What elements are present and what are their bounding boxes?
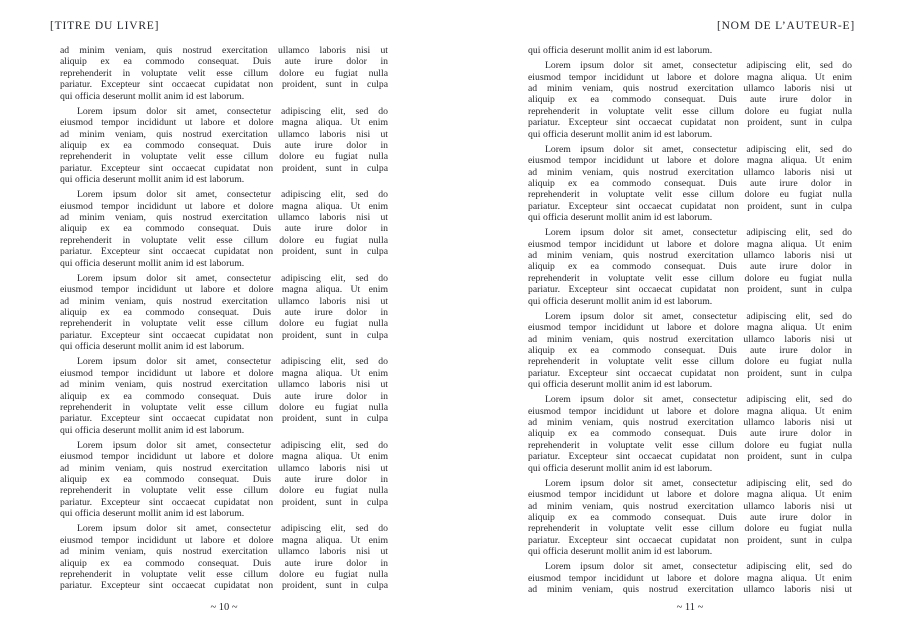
paragraph	[528, 60, 852, 140]
text-line: Lorem ipsum dolor sit amet, consectetur adipiscing elit, sed do	[545, 60, 852, 72]
text-line: ad minim veniam, quis nostrud exercitation ullamco laboris nisi ut	[60, 45, 388, 56]
text-line: Lorem ipsum dolor sit amet, consectetur adipiscing elit, sed do	[77, 189, 388, 201]
text-line: Lorem ipsum dolor sit amet, consectetur adipiscing elit, sed do	[545, 477, 852, 489]
text-line: Lorem ipsum dolor sit amet, consectetur adipiscing elit, sed do	[77, 523, 388, 535]
text-line: pariatur. Excepteur sint occaecat cupidatat non proident, sunt in culpa	[60, 580, 388, 592]
text-line: eiusmod tempor incididunt ut labore et dolore magna aliqua. Ut enim	[528, 71, 852, 83]
text-line: eiusmod tempor incididunt ut labore et dolore magna aliqua. Ut enim	[60, 367, 388, 379]
text-line: reprehenderit in voluptate velit esse cillum dolore eu fugiat nulla	[528, 189, 852, 201]
text-line: aliquip ex ea commodo consequat. Duis aute irure dolor in	[60, 56, 388, 68]
text-line: aliquip ex ea commodo consequat. Duis aute irure dolor in	[528, 261, 852, 273]
text-line: Lorem ipsum dolor sit amet, consectetur adipiscing elit, sed do	[77, 439, 388, 451]
text-line: ad minim veniam, quis nostrud exercitation ullamco laboris nisi ut	[528, 333, 852, 345]
text-line: Lorem ipsum dolor sit amet, consectetur adipiscing elit, sed do	[77, 356, 388, 368]
text-line: aliquip ex ea commodo consequat. Duis aute irure dolor in	[60, 139, 388, 151]
paragraph	[60, 45, 388, 102]
text-line: reprehenderit in voluptate velit esse cillum dolore eu fugiat nulla	[528, 105, 852, 117]
text-line: eiusmod tempor incididunt ut labore et dolore magna aliqua. Ut enim	[528, 155, 852, 167]
paragraph	[528, 311, 852, 391]
text-line: qui officia deserunt mollit anim id est laborum.	[528, 45, 713, 56]
text-line: qui officia deserunt mollit anim id est laborum.	[60, 424, 245, 436]
paragraph	[528, 394, 852, 474]
text-line: ad minim veniam, quis nostrud exercitation ullamco laboris nisi ut	[60, 128, 388, 140]
text-line: Lorem ipsum dolor sit amet, consectetur adipiscing elit, sed do	[77, 105, 388, 117]
page-body-right	[528, 45, 852, 596]
text-line: ad minim veniam, quis nostrud exercitation ullamco laboris nisi ut	[60, 546, 388, 558]
paragraph	[60, 106, 388, 186]
text-line: aliquip ex ea commodo consequat. Duis aute irure dolor in	[528, 428, 852, 440]
text-line: pariatur. Excepteur sint occaecat cupidatat non proident, sunt in culpa	[60, 79, 388, 91]
paragraph	[528, 561, 852, 595]
text-line: pariatur. Excepteur sint occaecat cupidatat non proident, sunt in culpa	[528, 367, 852, 379]
text-line: qui officia deserunt mollit anim id est laborum.	[528, 379, 713, 391]
text-line: eiusmod tempor incididunt ut labore et dolore magna aliqua. Ut enim	[60, 451, 388, 463]
text-line: aliquip ex ea commodo consequat. Duis aute irure dolor in	[60, 474, 388, 486]
page-number-left: ~ 10 ~	[210, 602, 238, 613]
paragraph	[60, 189, 388, 269]
text-line: reprehenderit in voluptate velit esse cillum dolore eu fugiat nulla	[528, 523, 852, 535]
text-line: ad minim veniam, quis nostrud exercitation ullamco laboris nisi ut	[528, 82, 852, 94]
text-line: pariatur. Excepteur sint occaecat cupidatat non proident, sunt in culpa	[60, 162, 388, 174]
page-body-left	[60, 45, 388, 592]
text-line: ad minim veniam, quis nostrud exercitation ullamco laboris nisi ut	[528, 166, 852, 178]
running-header-left-page: [TITRE DU LIVRE]	[50, 20, 160, 32]
paragraph	[528, 478, 852, 558]
text-line: pariatur. Excepteur sint occaecat cupidatat non proident, sunt in culpa	[528, 451, 852, 463]
paragraph	[528, 227, 852, 307]
text-line: pariatur. Excepteur sint occaecat cupidatat non proident, sunt in culpa	[60, 329, 388, 341]
text-line: reprehenderit in voluptate velit esse cillum dolore eu fugiat nulla	[528, 272, 852, 284]
text-line: qui officia deserunt mollit anim id est laborum.	[528, 212, 713, 224]
text-line: Lorem ipsum dolor sit amet, consectetur adipiscing elit, sed do	[545, 310, 852, 322]
text-line: ad minim veniam, quis nostrud exercitation ullamco laboris nisi ut	[528, 417, 852, 429]
text-line: reprehenderit in voluptate velit esse cillum dolore eu fugiat nulla	[60, 485, 388, 497]
text-line: Lorem ipsum dolor sit amet, consectetur adipiscing elit, sed do	[77, 272, 388, 284]
text-line: qui officia deserunt mollit anim id est laborum.	[528, 546, 713, 558]
text-line: reprehenderit in voluptate velit esse cillum dolore eu fugiat nulla	[60, 151, 388, 163]
text-line: ad minim veniam, quis nostrud exercitation ullamco laboris nisi ut	[528, 500, 852, 512]
text-line: reprehenderit in voluptate velit esse cillum dolore eu fugiat nulla	[528, 439, 852, 451]
text-line: ad minim veniam, quis nostrud exercitation ullamco laboris nisi ut	[60, 379, 388, 391]
text-line: qui officia deserunt mollit anim id est laborum.	[60, 174, 245, 186]
text-line: ad minim veniam, quis nostrud exercitation ullamco laboris nisi ut	[60, 212, 388, 224]
text-line: aliquip ex ea commodo consequat. Duis aute irure dolor in	[60, 390, 388, 402]
text-line: reprehenderit in voluptate velit esse cillum dolore eu fugiat nulla	[60, 568, 388, 580]
text-line: pariatur. Excepteur sint occaecat cupidatat non proident, sunt in culpa	[60, 246, 388, 258]
text-line: reprehenderit in voluptate velit esse cillum dolore eu fugiat nulla	[60, 318, 388, 330]
running-header-right-page: [NOM DE L’AUTEUR-E]	[716, 20, 855, 32]
text-line: reprehenderit in voluptate velit esse cillum dolore eu fugiat nulla	[60, 234, 388, 246]
text-line: eiusmod tempor incididunt ut labore et dolore magna aliqua. Ut enim	[528, 572, 852, 584]
text-line: qui officia deserunt mollit anim id est laborum.	[528, 295, 713, 307]
text-line: eiusmod tempor incididunt ut labore et dolore magna aliqua. Ut enim	[60, 200, 388, 212]
text-line: eiusmod tempor incididunt ut labore et dolore magna aliqua. Ut enim	[60, 117, 388, 129]
paragraph	[60, 440, 388, 520]
text-line: aliquip ex ea commodo consequat. Duis aute irure dolor in	[60, 557, 388, 569]
text-line: ad minim veniam, quis nostrud exercitation ullamco laboris nisi ut	[60, 295, 388, 307]
paragraph	[60, 273, 388, 353]
text-line: pariatur. Excepteur sint occaecat cupidatat non proident, sunt in culpa	[60, 413, 388, 425]
text-line: eiusmod tempor incididunt ut labore et dolore magna aliqua. Ut enim	[528, 322, 852, 334]
text-line: reprehenderit in voluptate velit esse cillum dolore eu fugiat nulla	[528, 356, 852, 368]
text-line: qui officia deserunt mollit anim id est laborum.	[60, 90, 245, 102]
text-line: qui officia deserunt mollit anim id est laborum.	[528, 462, 713, 474]
text-line: eiusmod tempor incididunt ut labore et dolore magna aliqua. Ut enim	[528, 405, 852, 417]
text-line: aliquip ex ea commodo consequat. Duis aute irure dolor in	[60, 306, 388, 318]
text-line: Lorem ipsum dolor sit amet, consectetur adipiscing elit, sed do	[545, 143, 852, 155]
text-line: eiusmod tempor incididunt ut labore et dolore magna aliqua. Ut enim	[528, 238, 852, 250]
paragraph	[528, 144, 852, 224]
paragraph	[528, 45, 852, 56]
text-line: aliquip ex ea commodo consequat. Duis aute irure dolor in	[528, 94, 852, 106]
text-line: qui officia deserunt mollit anim id est laborum.	[60, 257, 245, 269]
text-line: pariatur. Excepteur sint occaecat cupidatat non proident, sunt in culpa	[528, 534, 852, 546]
text-line: eiusmod tempor incididunt ut labore et dolore magna aliqua. Ut enim	[528, 489, 852, 501]
text-line: Lorem ipsum dolor sit amet, consectetur adipiscing elit, sed do	[545, 227, 852, 239]
text-line: Lorem ipsum dolor sit amet, consectetur adipiscing elit, sed do	[545, 561, 852, 573]
text-line: pariatur. Excepteur sint occaecat cupidatat non proident, sunt in culpa	[528, 117, 852, 129]
text-line: Lorem ipsum dolor sit amet, consectetur adipiscing elit, sed do	[545, 394, 852, 406]
text-line: ad minim veniam, quis nostrud exercitation ullamco laboris nisi ut	[528, 250, 852, 262]
text-line: pariatur. Excepteur sint occaecat cupidatat non proident, sunt in culpa	[528, 284, 852, 296]
text-line: aliquip ex ea commodo consequat. Duis aute irure dolor in	[60, 223, 388, 235]
text-line: pariatur. Excepteur sint occaecat cupidatat non proident, sunt in culpa	[60, 496, 388, 508]
text-line: aliquip ex ea commodo consequat. Duis aute irure dolor in	[528, 344, 852, 356]
text-line: qui officia deserunt mollit anim id est laborum.	[60, 341, 245, 353]
text-line: ad minim veniam, quis nostrud exercitation ullamco laboris nisi ut	[528, 584, 852, 596]
page-number-right: ~ 11 ~	[676, 602, 704, 613]
text-line: reprehenderit in voluptate velit esse cillum dolore eu fugiat nulla	[60, 67, 388, 79]
text-line: eiusmod tempor incididunt ut labore et dolore magna aliqua. Ut enim	[60, 284, 388, 296]
text-line: eiusmod tempor incididunt ut labore et dolore magna aliqua. Ut enim	[60, 534, 388, 546]
text-line: reprehenderit in voluptate velit esse cillum dolore eu fugiat nulla	[60, 401, 388, 413]
text-line: aliquip ex ea commodo consequat. Duis aute irure dolor in	[528, 512, 852, 524]
text-line: pariatur. Excepteur sint occaecat cupidatat non proident, sunt in culpa	[528, 200, 852, 212]
text-line: aliquip ex ea commodo consequat. Duis aute irure dolor in	[528, 177, 852, 189]
paragraph	[60, 356, 388, 436]
paragraph	[60, 523, 388, 591]
text-line: qui officia deserunt mollit anim id est laborum.	[528, 128, 713, 140]
text-line: qui officia deserunt mollit anim id est laborum.	[60, 508, 245, 520]
text-line: ad minim veniam, quis nostrud exercitation ullamco laboris nisi ut	[60, 462, 388, 474]
